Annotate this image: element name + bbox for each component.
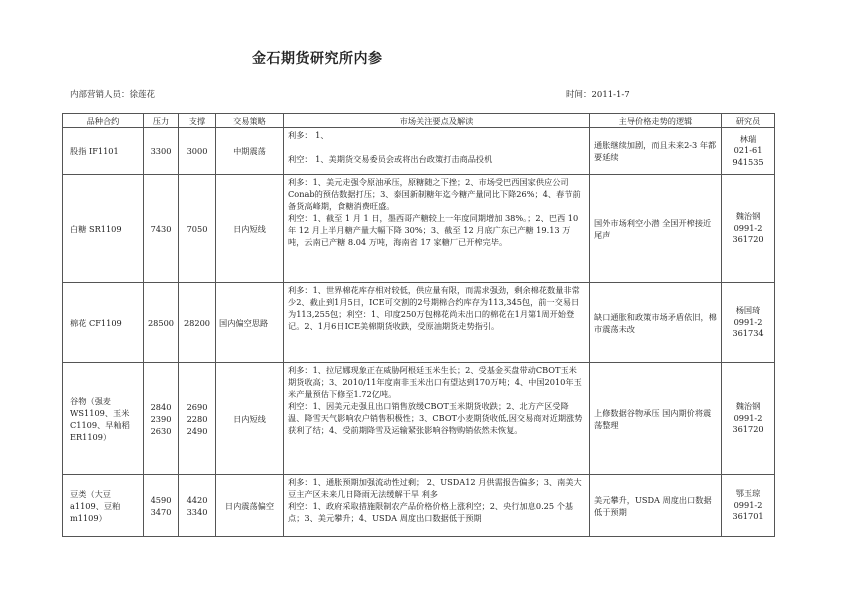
- price-logic: 缺口通胀和政策市场矛盾依旧，棉市震荡未改: [590, 283, 722, 363]
- page-title: 金石期货研究所内参: [252, 51, 383, 67]
- contract-name: 豆类（大豆a1109、豆粕m1109）: [63, 475, 144, 537]
- table-row: [63, 283, 775, 363]
- header-cell: 主导价格走势的逻辑: [590, 114, 722, 128]
- strategy: 国内偏空思路: [216, 283, 284, 363]
- strategy: 日内震荡偏空: [216, 475, 284, 537]
- table-row: [63, 128, 775, 175]
- author-label: 内部营销人员：徐莲花: [70, 90, 156, 100]
- price-logic: 上修数据谷物承压 国内期价将震荡整理: [590, 363, 722, 475]
- table-row: [63, 475, 775, 537]
- header-cell: 压力: [144, 114, 179, 128]
- strategy: 中期震荡: [216, 128, 284, 175]
- researcher: 杨国琦 0991-2 361734: [722, 283, 775, 363]
- header-cell: 品种合约: [63, 114, 144, 128]
- contract-name: 谷物（强麦WS1109、玉米C1109、早籼稻ER1109）: [63, 363, 144, 475]
- researcher: 魏治钢 0991-2 361720: [722, 175, 775, 283]
- support-value: 7050: [179, 175, 216, 283]
- pressure-value: 2840 2390 2630: [144, 363, 179, 475]
- strategy: 日内短线: [216, 175, 284, 283]
- market-focus: 利多：1、世界棉花库存相对较低，供应量有限，而需求强劲，剩余棉花数量非常少2、截止到1月5日，ICE可交割的2号期棉合约库存为113,345包，前一交易日为113,255包；利空：1、印度250万包棉花尚未出口的棉花在1月第1周开始登记。2、1月6日ICE美棉期货收跌，受原油期货走势指引。: [284, 283, 590, 363]
- market-focus: 利多：1、美元走强令原油承压，原糖随之下挫；2、市场受巴西国家供应公司Conab的预估数据打压；3、泰国新制糖年迄今糖产量同比下降26%；4、春节前备货高峰期，食糖消费旺盛。 利空：1、截至 1 月 1 日，墨西哥产糖较上一年度同期增加 38%。；2、巴西 10 年 12 月上半月糖产量大幅下降 30%；3、截至 12 月底广东已产糖 19.13 万吨，云南已产糖 8.04 万吨，海南省 17 家糖厂已开榨完毕。: [284, 175, 590, 283]
- support-value: 28200: [179, 283, 216, 363]
- table-row: [63, 363, 775, 475]
- market-focus: 利多：1、通胀预期加强流动性过剩； 2、USDA12 月供需报告偏多；3、南美大豆主产区未来几日降雨无法缓解干旱 利多 利空：1、政府采取措施限制农产品价格价格上涨利空；2、央行加息0.25 个基点；3、美元攀升；4、USDA 周度出口数据低于预期: [284, 475, 590, 537]
- table-row: [63, 175, 775, 283]
- researcher: 鄂玉琼 0991-2 361701: [722, 475, 775, 537]
- research-table: [62, 113, 775, 537]
- price-logic: 国外市场利空小潜 全国开榨接近尾声: [590, 175, 722, 283]
- header-cell: 市场关注要点及解读: [284, 114, 590, 128]
- table-header-row: [63, 114, 775, 128]
- pressure-value: 7430: [144, 175, 179, 283]
- header-cell: 支撑: [179, 114, 216, 128]
- pressure-value: 3300: [144, 128, 179, 175]
- strategy: 日内短线: [216, 363, 284, 475]
- contract-name: 棉花 CF1109: [63, 283, 144, 363]
- support-value: 4420 3340: [179, 475, 216, 537]
- header-cell: 交易策略: [216, 114, 284, 128]
- market-focus: 利多：1、拉尼娜现象正在威胁阿根廷玉米生长；2、受基金买盘带动CBOT玉米期货收高；3、2010/11年度南非玉米出口有望达到170万吨；4、中国2010年玉米产量预估下修至1.72亿吨。 利空：1、因美元走强且出口销售放缓CBOT玉米期货收跌；2、北方产区受降温、降雪天气影响农户销售积极性；3、CBOT小麦期货收低,因交易商对近期涨势获利了结；4、受前期降雪及运输紧张影响谷物购销依然未恢复。: [284, 363, 590, 475]
- pressure-value: 4590 3470: [144, 475, 179, 537]
- researcher: 林瑞 021-61 941535: [722, 128, 775, 175]
- support-value: 3000: [179, 128, 216, 175]
- contract-name: 白糖 SR1109: [63, 175, 144, 283]
- researcher: 魏治钢 0991-2 361720: [722, 363, 775, 475]
- market-focus: 利多： 1、 利空： 1、美期货交易委员会或将出台政策打击商品投机: [284, 128, 590, 175]
- price-logic: 美元攀升，USDA 周度出口数据低于预期: [590, 475, 722, 537]
- price-logic: 通胀继续加剧，而且未来2-3 年都要延续: [590, 128, 722, 175]
- header-cell: 研究员: [722, 114, 775, 128]
- date-label: 时间：2011-1-7: [566, 90, 630, 100]
- pressure-value: 28500: [144, 283, 179, 363]
- contract-name: 股指 IF1101: [63, 128, 144, 175]
- support-value: 2690 2280 2490: [179, 363, 216, 475]
